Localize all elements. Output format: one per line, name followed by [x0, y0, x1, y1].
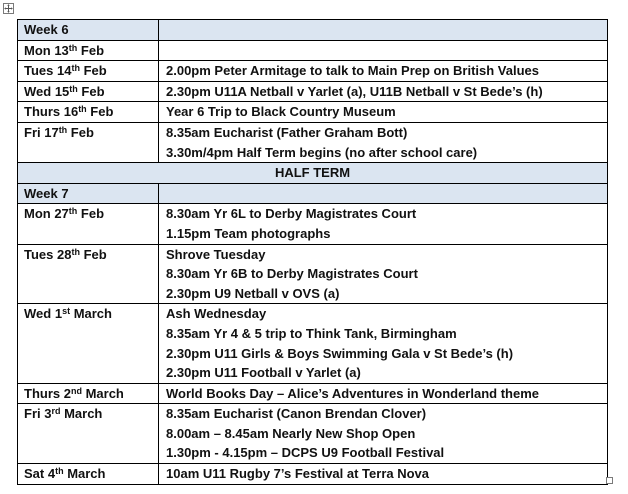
table-row: [18, 383, 608, 404]
half-term-banner: HALF TERM: [18, 163, 608, 184]
events-cell: [159, 81, 608, 102]
date-month: March: [63, 466, 106, 482]
date-day: Mon 27: [24, 206, 69, 222]
date-month: Feb: [67, 124, 94, 140]
table-row: [18, 304, 608, 383]
date-cell: [18, 244, 159, 304]
table-row: [18, 244, 608, 304]
date-ordinal: th: [68, 42, 78, 53]
date-month: March: [60, 406, 103, 422]
move-icon: [4, 4, 13, 13]
date-cell: [18, 304, 159, 383]
date-month: Feb: [77, 83, 105, 99]
date-ordinal: th: [71, 63, 80, 74]
table-row: [18, 61, 608, 82]
event-line: World Books Day – Alice’s Adventures in Wonderland theme: [166, 385, 539, 401]
date-cell: [18, 81, 159, 102]
date-ordinal: th: [55, 466, 64, 477]
date-ordinal: th: [58, 124, 68, 135]
date-month: March: [81, 385, 124, 401]
date-cell: [18, 122, 159, 162]
date-ordinal: th: [78, 104, 87, 115]
events-cell: [159, 304, 608, 383]
event-line: 2.30pm U9 Netball v OVS (a): [166, 285, 340, 301]
weekly-schedule-table: [17, 19, 608, 485]
date-cell: [18, 40, 159, 61]
date-month: Feb: [77, 206, 105, 222]
date-cell: [18, 404, 159, 464]
event-line: 8.35am Yr 4 & 5 trip to Think Tank, Birmingham: [166, 325, 457, 341]
table-row: [18, 20, 608, 41]
table-row: [18, 40, 608, 61]
event-line: Ash Wednesday: [166, 306, 267, 322]
events-cell: [159, 204, 608, 244]
date-month: Feb: [86, 104, 114, 120]
date-day: Tues 14: [24, 63, 72, 79]
events-cell: [159, 61, 608, 82]
date-day: Thurs 2: [24, 385, 71, 401]
event-line: 2.30pm U11A Netball v Yarlet (a), U11B Netball v St Bede’s (h): [166, 83, 543, 99]
date-day: Thurs 16: [24, 104, 79, 120]
schedule-body: [18, 20, 608, 485]
date-month: March: [70, 306, 112, 322]
date-day: Tues 28: [24, 246, 72, 262]
table-resize-handle[interactable]: [606, 477, 613, 484]
events-cell: [159, 383, 608, 404]
date-cell: [18, 464, 159, 485]
table-row: [18, 122, 608, 162]
date-ordinal: th: [68, 206, 78, 217]
week-label: Week 7: [18, 183, 159, 204]
date-day: Fri 3: [24, 406, 52, 422]
date-ordinal: st: [62, 306, 71, 317]
date-month: Feb: [79, 63, 107, 79]
event-line: 8.35am Eucharist (Canon Brendan Clover): [166, 406, 427, 422]
table-row: [18, 183, 608, 204]
date-ordinal: rd: [51, 406, 61, 417]
table-row: [18, 81, 608, 102]
event-line: 8.00am – 8.45am Nearly New Shop Open: [166, 425, 416, 441]
events-cell: [159, 404, 608, 464]
events-cell: [159, 183, 608, 204]
table-row: [18, 404, 608, 464]
events-cell: [159, 244, 608, 304]
week-label: Week 6: [18, 20, 159, 41]
table-row: [18, 102, 608, 123]
date-day: Fri 17: [24, 124, 59, 140]
date-ordinal: nd: [70, 385, 82, 396]
table-row: [18, 464, 608, 485]
event-line: 1.30pm - 4.15pm – DCPS U9 Football Festival: [166, 445, 445, 461]
date-cell: [18, 61, 159, 82]
date-day: Sat 4: [24, 466, 56, 482]
event-line: 8.35am Eucharist (Father Graham Bott): [166, 124, 408, 140]
event-line: 2.00pm Peter Armitage to talk to Main Prep on British Values: [166, 63, 540, 79]
event-line: 8.30am Yr 6B to Derby Magistrates Court: [166, 266, 418, 282]
event-line: Shrove Tuesday: [166, 246, 266, 262]
event-line: 8.30am Yr 6L to Derby Magistrates Court: [166, 206, 417, 222]
date-ordinal: th: [69, 83, 78, 94]
events-cell: [159, 464, 608, 485]
date-month: Feb: [79, 246, 107, 262]
date-cell: [18, 204, 159, 244]
date-day: Mon 13: [24, 42, 69, 58]
date-day: Wed 1: [24, 306, 63, 322]
event-line: 2.30pm U11 Football v Yarlet (a): [166, 365, 361, 381]
date-day: Wed 15: [24, 83, 70, 99]
event-line: Year 6 Trip to Black Country Museum: [166, 104, 396, 120]
date-ordinal: th: [71, 246, 80, 257]
event-line: 10am U11 Rugby 7’s Festival at Terra Nova: [166, 466, 430, 482]
event-line: 1.15pm Team photographs: [166, 225, 331, 241]
table-row: [18, 204, 608, 244]
event-line: 2.30pm U11 Girls & Boys Swimming Gala v St Bede’s (h): [166, 345, 514, 361]
events-cell: [159, 20, 608, 41]
table-move-handle[interactable]: [3, 3, 14, 14]
event-line: 3.30m/4pm Half Term begins (no after school care): [166, 144, 478, 160]
events-cell: [159, 122, 608, 162]
table-row: [18, 163, 608, 184]
date-month: Feb: [77, 42, 105, 58]
events-cell: [159, 40, 608, 61]
date-cell: [18, 383, 159, 404]
date-cell: [18, 102, 159, 123]
events-cell: [159, 102, 608, 123]
